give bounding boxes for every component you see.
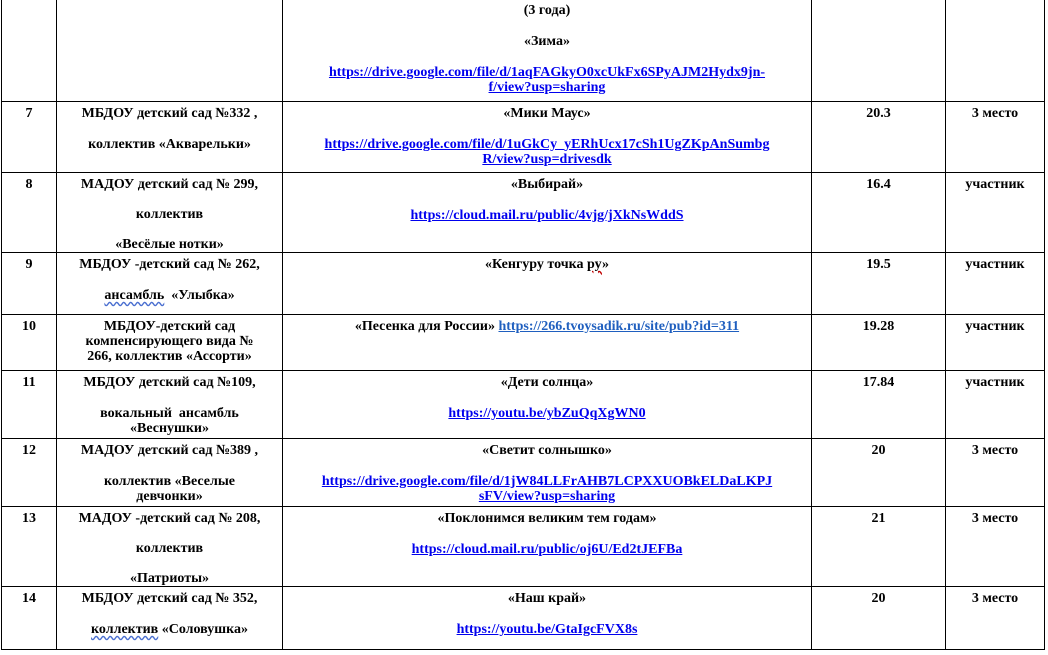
org-cell: МБДОУ -детский сад № 262, ансамбль «Улыбка» xyxy=(57,253,283,315)
video-link[interactable]: https://drive.google.com/file/d/1aqFAGkyO0xcUkFx6SPyAJM2Hydx9jn- f/view?usp=sharing xyxy=(328,65,766,95)
row-number: 11 xyxy=(2,371,57,439)
row-number: 8 xyxy=(2,173,57,253)
place-cell: 3 место xyxy=(946,507,1045,587)
row-number: 12 xyxy=(2,439,57,507)
row-number: 10 xyxy=(2,315,57,371)
song-title: «Светит солнышко» xyxy=(482,443,612,458)
video-link[interactable]: https://drive.google.com/file/d/1jW84LLFrAHB7LCPXXUOBkELDaLKPJ sFV/view?usp=sharing xyxy=(321,474,773,504)
table-row xyxy=(2,0,1045,102)
age-label: (3 года) xyxy=(523,3,571,18)
place-cell: участник xyxy=(946,371,1045,439)
song-title: «Дети солнца» xyxy=(500,375,594,390)
org-cell: МАДОУ детский сад №389 , коллектив «Веселые девчонки» xyxy=(57,439,283,507)
song-cell xyxy=(283,507,812,587)
score-cell: 17.84 xyxy=(812,371,946,439)
table-row xyxy=(2,315,1045,371)
table-row xyxy=(2,507,1045,587)
score-cell: 21 xyxy=(812,507,946,587)
score-cell: 20 xyxy=(812,587,946,650)
org-cell: МАДОУ детский сад № 299, коллектив «Весёлые нотки» xyxy=(57,173,283,253)
org-cell: МБДОУ-детский сад компенсирующего вида № 266, коллектив «Ассорти» xyxy=(57,315,283,371)
row-number: 7 xyxy=(2,102,57,173)
video-link[interactable]: https://drive.google.com/file/d/1uGkCy_yERhUcx17cSh1UgZKpAnSumbg R/view?usp=drivesdk xyxy=(324,137,770,167)
score-cell: 19.28 xyxy=(812,315,946,371)
video-link[interactable]: https://youtu.be/ybZuQqXgWN0 xyxy=(448,406,646,421)
org-cell: МАДОУ -детский сад № 208, коллектив «Патриоты» xyxy=(57,507,283,587)
song-title: «Кенгуру точка ру» xyxy=(485,257,609,272)
song-title: «Песенка для России» xyxy=(354,319,499,334)
place-cell: участник xyxy=(946,173,1045,253)
video-link[interactable]: https://youtu.be/GtaIgcFVX8s xyxy=(456,622,638,637)
score-cell: 20.3 xyxy=(812,102,946,173)
table-row xyxy=(2,439,1045,507)
results-table xyxy=(1,0,1045,650)
org-cell: МБДОУ детский сад № 352, коллектив «Соловушка» xyxy=(57,587,283,650)
place-cell: 3 место xyxy=(946,439,1045,507)
song-cell xyxy=(283,315,812,371)
song-title: «Выбирай» xyxy=(510,177,584,192)
song-cell xyxy=(283,371,812,439)
place-cell: участник xyxy=(946,315,1045,371)
song-cell xyxy=(283,439,812,507)
place-cell: участник xyxy=(946,253,1045,315)
place-cell xyxy=(946,0,1045,102)
song-title: «Зима» xyxy=(524,34,570,49)
org-cell: МБДОУ детский сад №332 , коллектив «Акварельки» xyxy=(57,102,283,173)
table-row xyxy=(2,371,1045,439)
place-cell: 3 место xyxy=(946,102,1045,173)
table-row xyxy=(2,173,1045,253)
row-number: 13 xyxy=(2,507,57,587)
video-link[interactable]: https://cloud.mail.ru/public/oj6U/Ed2tJEFBa xyxy=(411,542,683,557)
row-number: 9 xyxy=(2,253,57,315)
org-cell xyxy=(57,0,283,102)
song-cell xyxy=(283,102,812,173)
score-cell: 19.5 xyxy=(812,253,946,315)
table-row xyxy=(2,102,1045,173)
song-cell xyxy=(283,173,812,253)
row-number: 14 xyxy=(2,587,57,650)
song-cell xyxy=(283,253,812,315)
place-cell: 3 место xyxy=(946,587,1045,650)
song-title: «Наш край» xyxy=(507,591,587,606)
song-title: «Мики Маус» xyxy=(503,106,591,121)
score-cell: 16.4 xyxy=(812,173,946,253)
song-cell xyxy=(283,587,812,650)
score-cell: 20 xyxy=(812,439,946,507)
score-cell xyxy=(812,0,946,102)
row-number xyxy=(2,0,57,102)
song-cell xyxy=(283,0,812,102)
video-link[interactable]: https://cloud.mail.ru/public/4vjg/jXkNsWddS xyxy=(410,208,684,223)
org-cell: МБДОУ детский сад №109, вокальный ансамбль «Веснушки» xyxy=(57,371,283,439)
table-row xyxy=(2,587,1045,650)
video-link[interactable]: https://266.tvoysadik.ru/site/pub?id=311 xyxy=(498,319,740,334)
table-row xyxy=(2,253,1045,315)
song-title: «Поклонимся великим тем годам» xyxy=(437,511,657,526)
